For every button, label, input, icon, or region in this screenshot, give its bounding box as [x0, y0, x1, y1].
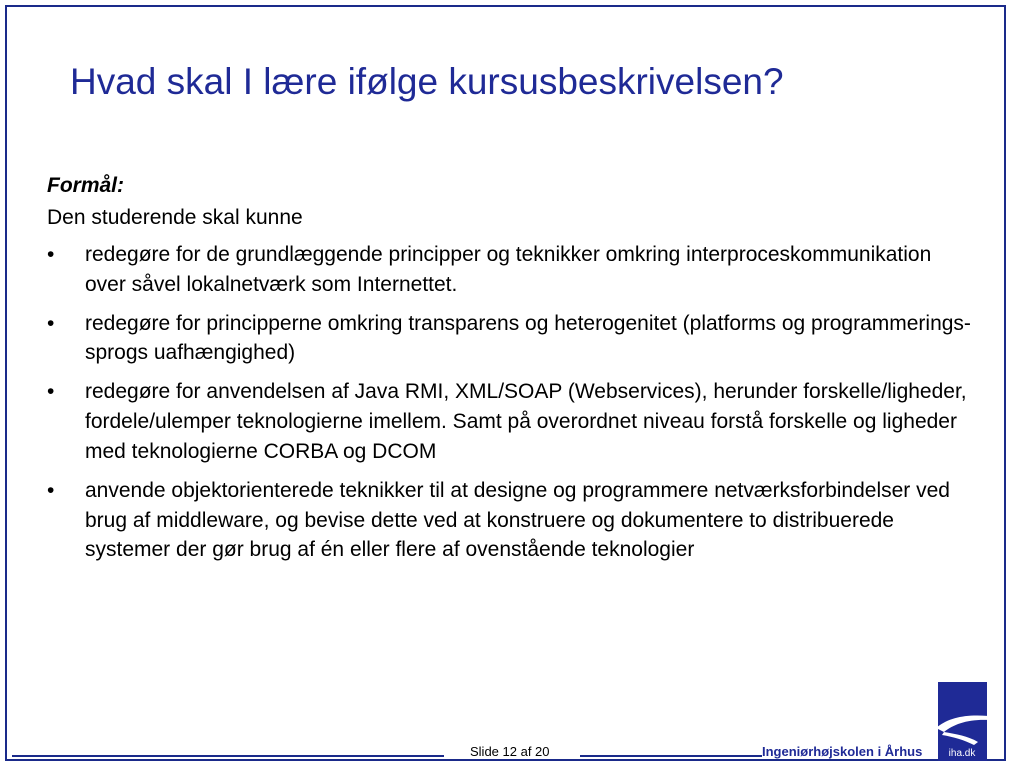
section-heading: Formål:: [47, 174, 125, 197]
bullet-text: redegøre for principperne omkring transparens og heterogenitet (platforms og programmerings-sprogs uafhængighed): [85, 311, 971, 365]
intro-text: Den studerende skal kunne: [47, 206, 303, 229]
slide-title: Hvad skal I lære ifølge kursusbeskrivelsen?: [70, 61, 784, 102]
bullet-text: redegøre for anvendelsen af Java RMI, XML/SOAP (Webservices), herunder forskelle/ligheder, fordele/ulemper teknologierne imellem. Samt på overordnet niveau forstå forskelle og ligheder med teknologierne CORBA og DCOM: [85, 380, 967, 463]
bullet-marker: •: [47, 243, 55, 266]
bullet-list: [47, 240, 977, 574]
bullet-item: [47, 377, 977, 466]
bullet-item: [47, 240, 977, 300]
bullet-text: anvende objektorienterede teknikker til at designe og programmere netværksforbindelser ved brug af middleware, og bevise dette ved at konstruere og dokumentere to distribuerede systemer der gør brug af én eller flere af ovenstående teknologier: [85, 478, 950, 562]
bullet-item: [47, 309, 977, 369]
bullet-text: redegøre for de grundlæggende principper og teknikker omkring interproceskommunikation over såvel lokalnetværk som Internettet.: [85, 243, 932, 296]
school-logo: [938, 682, 987, 761]
slide-number: Slide 12 af 20: [470, 744, 550, 759]
footer-divider-right: [580, 755, 762, 757]
logo-text: iha.dk: [948, 748, 976, 759]
bullet-item: [47, 476, 977, 565]
bullet-marker: •: [47, 380, 55, 404]
school-name: Ingeniørhøjskolen i Århus: [762, 744, 923, 759]
bullet-marker: •: [47, 478, 55, 502]
footer-divider-left: [12, 755, 444, 757]
bullet-marker: •: [47, 311, 55, 335]
